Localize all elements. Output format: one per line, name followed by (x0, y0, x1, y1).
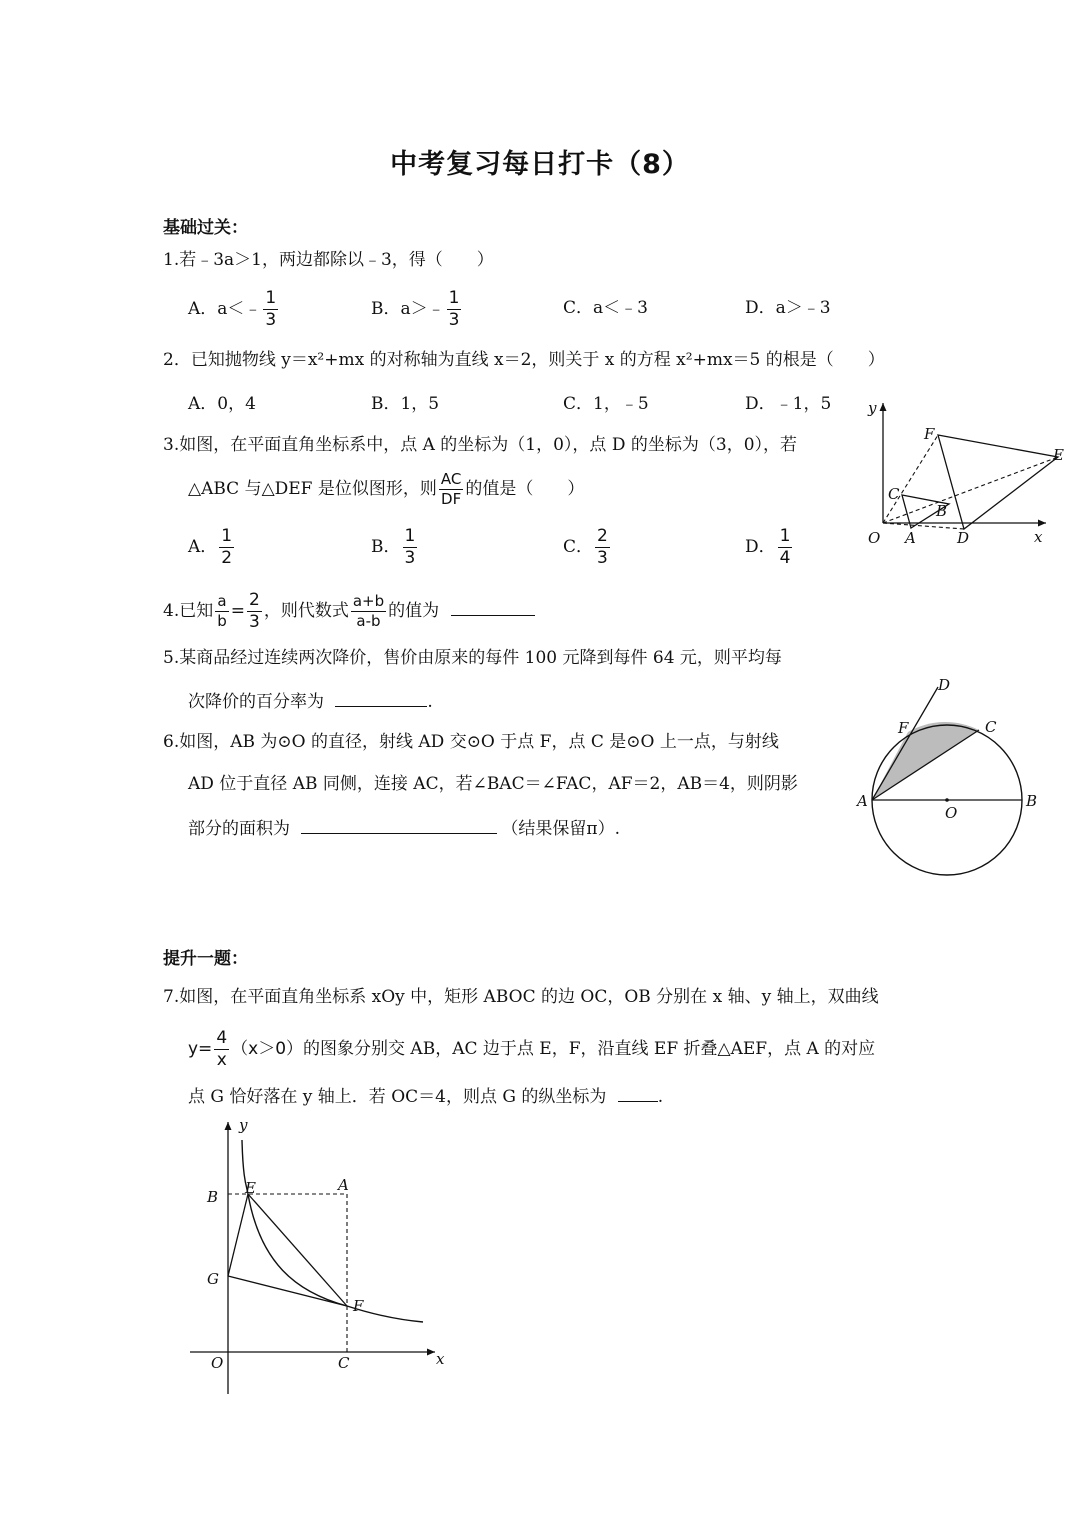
q2-option-c: C．1，﹣5 (563, 394, 649, 414)
q5-line1: 5.某商品经过连续两次降价，售价由原来的每件 100 元降到每件 64 元，则平均每 (163, 648, 782, 668)
q6-fig-label-d: D (938, 676, 951, 694)
q7-fig-label-a: A (338, 1176, 349, 1194)
q6-fig-label-o: O (945, 804, 958, 822)
q7-line1: 7.如图，在平面直角坐标系 xOy 中，矩形 ABOC 的边 OC，OB 分别在 x 轴、y 轴上，双曲线 (163, 987, 879, 1007)
q5-answer-blank[interactable] (335, 688, 427, 707)
q3-fig-label-o: O (868, 529, 881, 547)
q6-fig-label-c: C (985, 718, 997, 736)
q1-option-c: C．a＜﹣3 (563, 298, 648, 318)
q3-fig-label-f: F (924, 425, 935, 443)
q3-option-d: D． $\frac{1}{4}$ (745, 526, 791, 568)
q6-figure (856, 675, 1051, 880)
q7-fig-label-c: C (338, 1354, 350, 1372)
q2-option-d: D．﹣1，5 (745, 394, 832, 414)
q7-answer-blank[interactable] (618, 1083, 658, 1102)
q3-fig-label-c: C (888, 485, 900, 503)
q4-fraction-expression: $\frac{a+b}{a-b}$ (352, 592, 385, 630)
q6-line1: 6.如图，AB 为⊙O 的直径，射线 AD 交⊙O 于点 F，点 C 是⊙O 上一点，与射线 (163, 732, 779, 752)
q2-option-a: A．0，4 (188, 394, 256, 414)
q3-option-c-fraction: $\frac{2}{3}$ (597, 526, 608, 568)
q3-fig-label-a: A (905, 529, 916, 547)
q1-option-a-fraction: $\frac{1}{3}$ (265, 288, 277, 330)
q2-option-b: B．1，5 (371, 394, 440, 414)
q4-fraction-a-b: $\frac{a}{b}$ (217, 592, 227, 630)
q3-fig-label-b: B (936, 502, 948, 520)
q1-option-b: B．a＞﹣ $\frac{1}{3}$ (371, 288, 460, 330)
q3-option-a: A． $\frac{1}{2}$ (188, 526, 233, 568)
q2-stem: 2．已知抛物线 y＝x²+mx 的对称轴为直线 x＝2，则关于 x 的方程 x²+mx＝5 的根是（ ） (163, 350, 885, 370)
q1-option-b-fraction: $\frac{1}{3}$ (448, 288, 460, 330)
q6-line3: 部分的面积为 （结果保留π）. (188, 815, 620, 841)
q6-answer-blank[interactable] (301, 815, 497, 834)
q3-option-a-fraction: $\frac{1}{2}$ (221, 526, 233, 568)
q1-stem: 1.若﹣3a＞1，两边都除以﹣3，得（ ） (163, 250, 494, 270)
q7-figure (185, 1112, 460, 1400)
q3-line2: △ABC 与△DEF 是位似图形，则 $\frac{AC}{DF}$ 的值是（ ） (188, 470, 585, 508)
q7-fig-label-f: F (353, 1297, 364, 1315)
q3-fig-label-e: E (1053, 446, 1064, 464)
q4-fraction-2-3: $\frac{2}{3}$ (249, 590, 260, 632)
q3-option-c: C． $\frac{2}{3}$ (563, 526, 608, 568)
q1-option-d: D．a＞﹣3 (745, 298, 831, 318)
q3-option-b-fraction: $\frac{1}{3}$ (404, 526, 416, 568)
q3-fig-label-d: D (957, 529, 970, 547)
q7-fig-label-o: O (211, 1354, 224, 1372)
q6-fig-label-f: F (898, 719, 909, 737)
q3-fig-label-x: x (1034, 528, 1043, 546)
q7-fig-label-y: y (239, 1116, 248, 1134)
q3-figure (858, 395, 1064, 550)
q7-function-fraction: $\frac{4}{x}$ (216, 1028, 228, 1070)
q3-fig-label-y: y (868, 399, 877, 417)
q3-option-d-fraction: $\frac{1}{4}$ (779, 526, 791, 568)
q3-line1: 3.如图，在平面直角坐标系中，点 A 的坐标为（1，0），点 D 的坐标为（3，0），若 (163, 435, 798, 455)
page-title: 中考复习每日打卡（8） (390, 149, 690, 180)
q7-fig-label-b: B (207, 1188, 219, 1206)
q7-line2: y= $\frac{4}{x}$ （x＞0）的图象分别交 AB，AC 边于点 E，F，沿直线 EF 折叠△AEF，点 A 的对应 (188, 1028, 876, 1070)
q4-line: 4.已知 $\frac{a}{b}$ = $\frac{2}{3}$ ，则代数式 $\frac{a+b}{a-b}$ 的值为 (163, 592, 535, 631)
q7-fig-label-g: G (207, 1270, 219, 1288)
q3-option-b: B． $\frac{1}{3}$ (371, 526, 416, 568)
q6-fig-label-b: B (1026, 792, 1038, 810)
q7-fig-label-x: x (436, 1350, 445, 1368)
q6-fig-label-a: A (857, 792, 868, 810)
q1-option-a: A．a＜﹣ $\frac{1}{3}$ (188, 288, 277, 330)
q6-line2: AD 位于直径 AB 同侧，连接 AC，若∠BAC＝∠FAC，AF＝2，AB＝4，则阴影 (188, 774, 798, 794)
section-advanced-heading: 提升一题： (163, 949, 248, 969)
q5-line2: 次降价的百分率为 . (188, 688, 433, 714)
q7-line3: 点 G 恰好落在 y 轴上．若 OC＝4，则点 G 的纵坐标为 . (188, 1083, 663, 1109)
section-basic-heading: 基础过关： (163, 218, 248, 238)
q3-ratio-fraction: $\frac{AC}{DF}$ (440, 470, 462, 508)
q7-fig-label-e: E (245, 1179, 256, 1197)
q4-answer-blank[interactable] (451, 597, 535, 616)
